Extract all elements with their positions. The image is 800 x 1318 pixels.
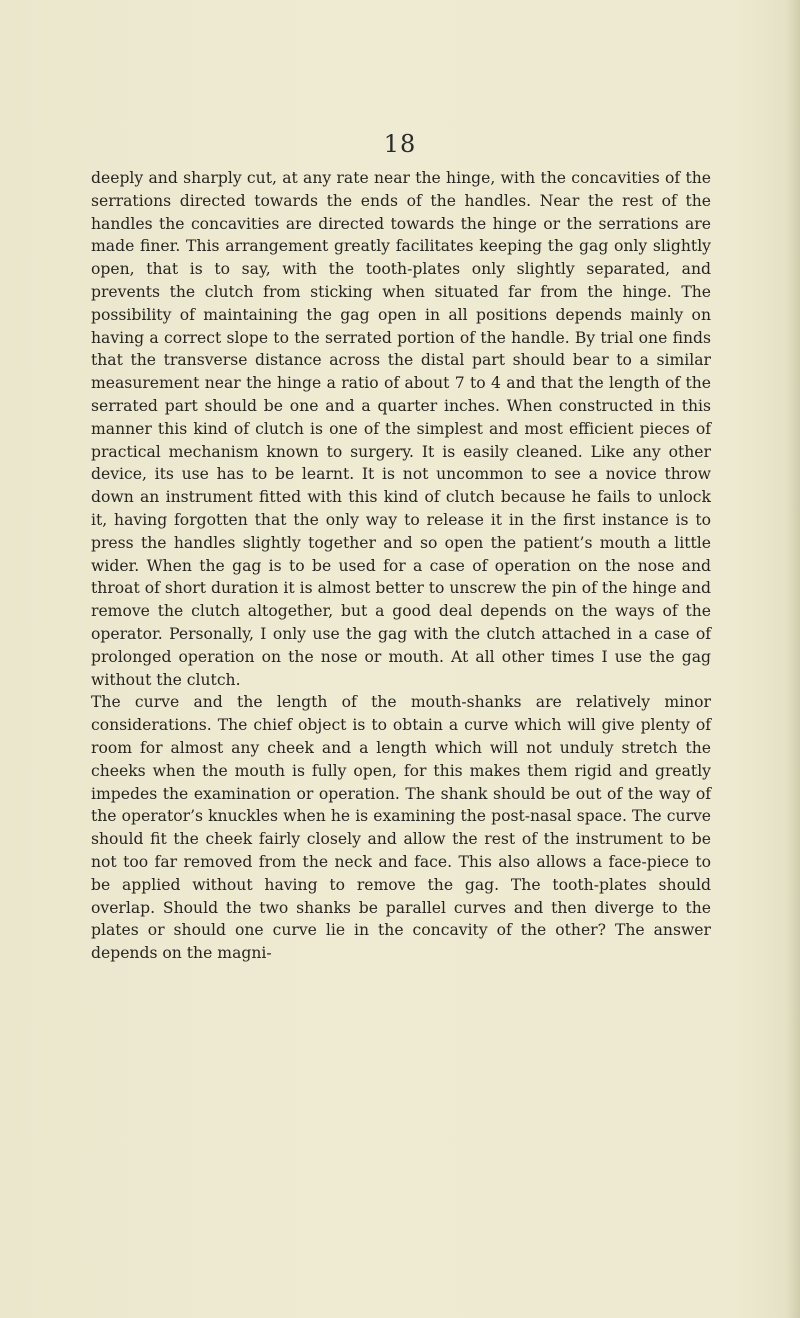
paragraph-mouth-shanks: The curve and the length of the mouth-shanks are relatively minor considerations. The chief object is to obtain a curve which will give plenty of room for almost any cheek and a length which will not unduly stretch the cheeks when the mouth is fully open, for this makes them rigid and greatly impedes the examination or operation. The shank should be out of the way of the operator’s knuckles when he is examining the post-nasal space. The curve should fit the cheek fairly closely and allow the rest of the instrument to be not too far removed from the neck and face. This also allows a face-piece to be applied without having to remove the gag. The tooth-plates should overlap. Should the two shanks be parallel curves and then diverge to the plates or should one curve lie in the concavity of the other? The answer depends on the magni- bbox=[91, 693, 711, 963]
page-edge-shadow bbox=[786, 0, 800, 1318]
paragraph-clutch: deeply and sharply cut, at any rate near the hinge, with the concavities of the serrations directed towards the ends of the handles. Near the rest of the handles the concavities are directed towards the hinge or the serrations are made finer. This arrangement greatly facilitates keeping the gag only slightly open, that is to say, with the tooth-plates only slightly separated, and prevents the clutch from sticking when situated far from the hinge. The possibility of maintaining the gag open in all positions depends mainly on having a correct slope to the serrated portion of the handle. By trial one finds that the transverse distance across the distal part should bear to a similar measurement near the hinge a ratio of about 7 to 4 and that the length of the serrated part should be one and a quarter inches. When constructed in this manner this kind of clutch is one of the simplest and most efficient pieces of practical mechanism known to surgery. It is easily cleaned. Like any other device, its use has to be learnt. It is not uncommon to see a novice throw down an instrument fitted with this kind of clutch because he fails to unlock it, having forgotten that the only way to release it in the first instance is to press the handles slightly together and so open the patient’s mouth a little wider. When the gag is to be used for a case of operation on the nose and throat of short duration it is almost better to unscrew the pin of the hinge and remove the clutch altogether, but a good deal depends on the ways of the operator. Personally, I only use the gag with the clutch attached in a case of prolonged operation on the nose or mouth. At all other times I use the gag without the clutch. bbox=[91, 169, 711, 689]
page-number: 18 bbox=[383, 130, 417, 158]
body-text bbox=[91, 167, 711, 965]
